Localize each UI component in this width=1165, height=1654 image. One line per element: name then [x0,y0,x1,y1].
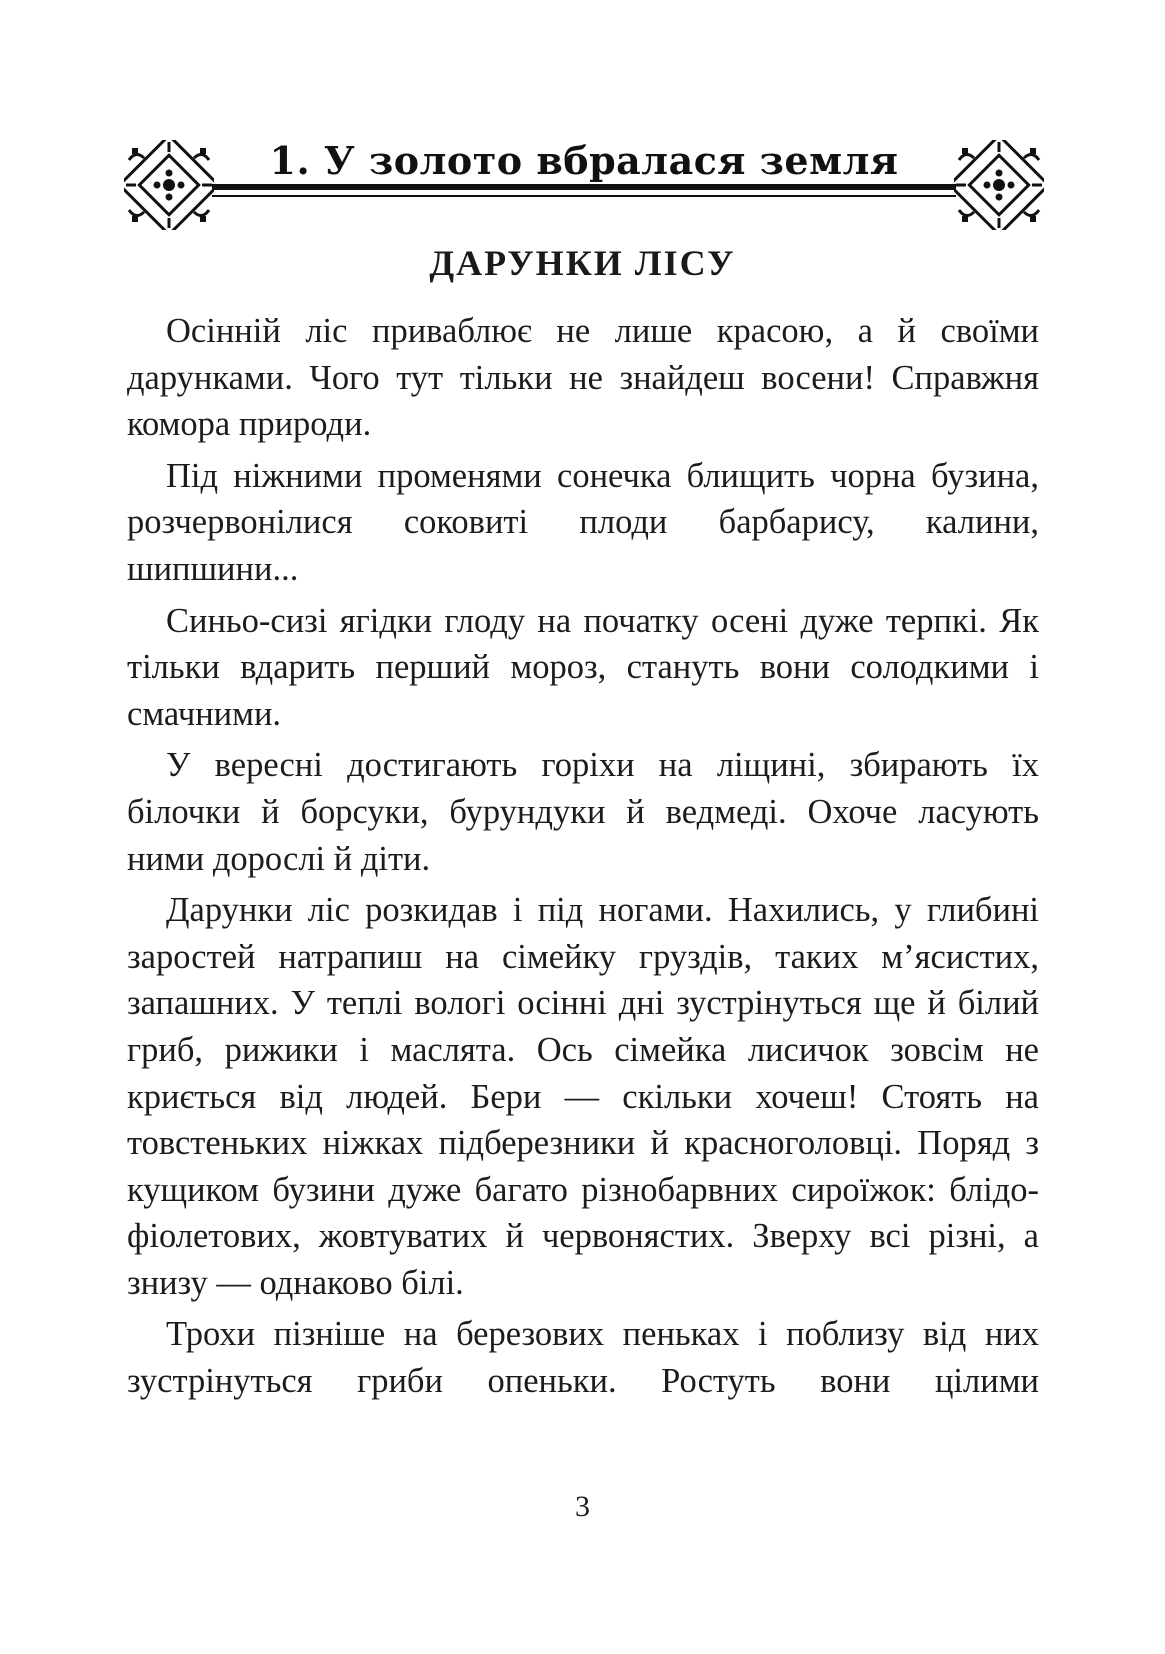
folk-ornament-icon [124,140,214,230]
paragraph: Осінній ліс приваблює не лише красою, а й своїми дарунками. Чого тут тільки не знайдеш восени! Справжня комора природи. [127,312,1039,444]
chapter-title: 1. У золото вбралася земля [269,138,899,183]
header-rule-thick [212,184,956,190]
paragraph: У вересні достигають горіхи на ліщині, збирають їх білочки й борсуки, бурундуки й ведмеді. Охоче ласують ними дорослі й діти. [127,746,1039,878]
chapter-header [124,128,1044,238]
paragraph: Дарунки ліс розкидав і під ногами. Нахились, у глибині заростей натрапиш на сімейку груздів, таких м’ясистих, запашних. У теплі вологі осінні дні зустрінуться ще й білий гриб, рижики і маслята. Ось сімейка лисичок зовсім не криється від людей. Бери — скільки хочеш! Стоять на товстеньких ніжках підберезники й красноголовці. Поряд з кущиком бузини дуже багато різнобарвних сироїжок: блідо-фіолетових, жовтуватих й червонястих. Зверху всі різні, а знизу — однаково білі. [127,891,1039,1302]
page-number: 3 [575,1490,590,1523]
paragraph: Трохи пізніше на березових пеньках і поблизу від них зустрінуться гриби опеньки. Ростуть вони цілими [127,1315,1039,1401]
header-rule-thin [212,195,956,197]
paragraph: Синьо-сизі ягідки глоду на початку осені дуже терпкі. Як тільки вдарить перший мороз, стануть вони солодкими і смачними. [127,601,1039,733]
paragraph: Під ніжними променями сонечка блищить чорна бузина, розчервонілися соковиті плоди барбарису, калини, шипшини... [127,456,1039,588]
story-body [127,308,1039,1405]
folk-ornament-icon [954,140,1044,230]
story-title: ДАРУНКИ ЛІСУ [429,243,736,283]
